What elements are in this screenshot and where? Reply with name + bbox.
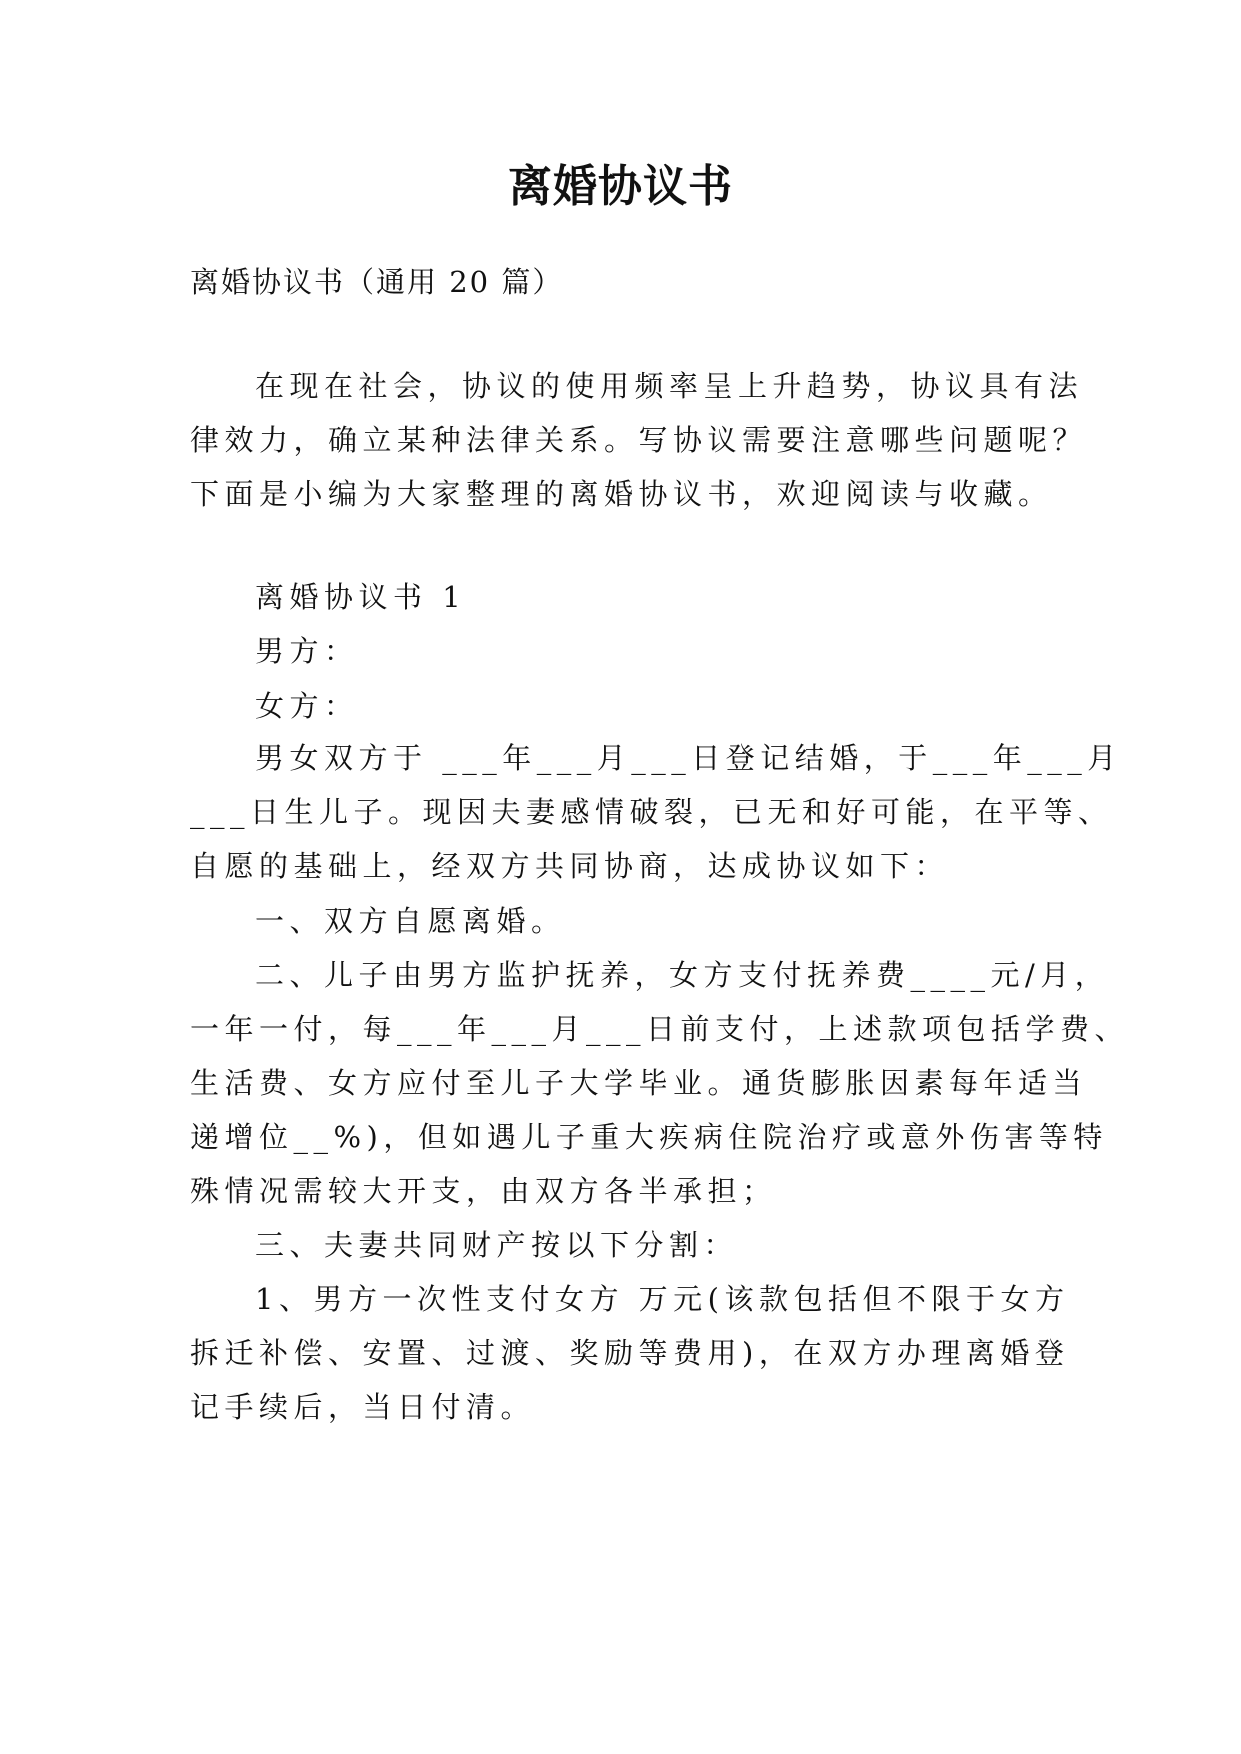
marriage-line-1: 男女双方于 ___年___月___日登记结婚，于___年___月 <box>255 741 1122 775</box>
clause-3-1-line-3: 记手续后，当日付清。 <box>190 1390 536 1424</box>
clause-2-line-1: 二、儿子由男方监护抚养，女方支付抚养费____元/月， <box>255 958 1110 992</box>
intro-line-2: 律效力，确立某种法律关系。写协议需要注意哪些问题呢？ <box>190 423 1088 457</box>
marriage-line-3: 自愿的基础上，经双方共同协商，达成协议如下： <box>190 849 950 883</box>
intro-line-3: 下面是小编为大家整理的离婚协议书，欢迎阅读与收藏。 <box>190 477 1053 511</box>
document-subtitle: 离婚协议书（通用 20 篇） <box>190 265 564 299</box>
clause-3: 三、夫妻共同财产按以下分割： <box>255 1228 739 1262</box>
clause-2-line-4: 递增位__%)，但如遇儿子重大疾病住院治疗或意外伤害等特 <box>190 1120 1108 1154</box>
clause-3-1-line-1: 1、男方一次性支付女方 万元(该款包括但不限于女方 <box>255 1282 1070 1316</box>
clause-2-line-5: 殊情况需较大开支，由双方各半承担； <box>190 1174 777 1208</box>
intro-line-1: 在现在社会，协议的使用频率呈上升趋势，协议具有法 <box>255 369 1084 403</box>
document-title: 离婚协议书 <box>508 161 733 212</box>
section-heading: 离婚协议书 1 <box>255 580 467 614</box>
woman-label: 女方： <box>255 689 359 723</box>
marriage-line-2: ___日生儿子。现因夫妻感情破裂，已无和好可能，在平等、 <box>190 795 1113 829</box>
clause-2-line-3: 生活费、女方应付至儿子大学毕业。通货膨胀因素每年适当 <box>190 1066 1088 1100</box>
man-label: 男方： <box>255 634 359 668</box>
clause-2-line-2: 一年一付，每___年___月___日前支付，上述款项包括学费、 <box>190 1012 1130 1046</box>
clause-1: 一、双方自愿离婚。 <box>255 904 566 938</box>
clause-3-1-line-2: 拆迁补偿、安置、过渡、奖励等费用)，在双方办理离婚登 <box>190 1336 1070 1370</box>
